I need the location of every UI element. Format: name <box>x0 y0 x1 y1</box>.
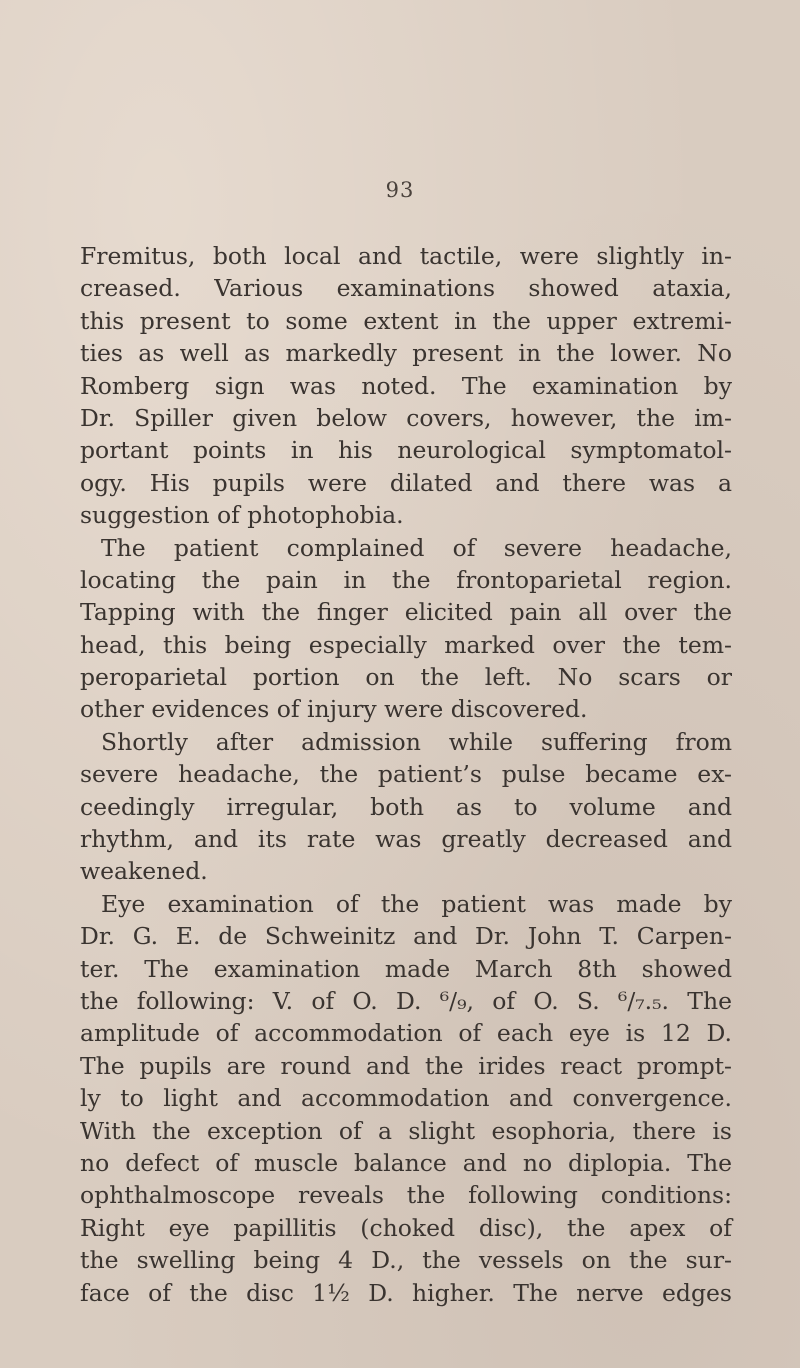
text-line: severe headache, the patient’s pulse became ex- <box>80 760 732 789</box>
text-line: rhythm, and its rate was greatly decreased and <box>80 825 732 854</box>
text-line: suggestion of photophobia. <box>80 501 404 530</box>
text-line: other evidences of injury were discovered. <box>80 695 588 724</box>
text-line: ogy. His pupils were dilated and there was a <box>80 468 732 497</box>
text-line: Dr. Spiller given below covers, however, the im- <box>80 403 732 432</box>
text-line: this present to some extent in the upper extremi- <box>80 306 732 335</box>
text-line: Tapping with the finger elicited pain all over the <box>80 598 732 627</box>
text-line: Fremitus, both local and tactile, were slightly in- <box>80 242 732 270</box>
text-line: portant points in his neurological symptomatol- <box>80 436 732 465</box>
text-line: The patient complained of severe headache, <box>101 533 732 562</box>
text-line: With the exception of a slight esophoria, there is <box>80 1116 732 1145</box>
text-line: Right eye papillitis (choked disc), the apex of <box>80 1213 732 1242</box>
text-line: Eye examination of the patient was made by <box>101 889 732 918</box>
text-line: Dr. G. E. de Schweinitz and Dr. John T. Carpen- <box>80 922 732 951</box>
text-line: ceedingly irregular, both as to volume and <box>80 792 732 821</box>
text-line: face of the disc 1½ D. higher. The nerve edges <box>80 1278 732 1307</box>
text-line: The pupils are round and the irides react prompt- <box>80 1051 732 1080</box>
text-line: ly to light and accommodation and convergence. <box>80 1084 732 1113</box>
text-line: ter. The examination made March 8th showed <box>80 954 732 983</box>
text-line: locating the pain in the frontoparietal region. <box>80 565 732 594</box>
text-line: the swelling being 4 D., the vessels on the sur- <box>80 1246 732 1275</box>
text-line: no defect of muscle balance and no diplopia. The <box>80 1148 732 1177</box>
text-line: Shortly after admission while suffering from <box>101 727 732 756</box>
text-line: amplitude of accommodation of each eye is 12 D. <box>80 1019 732 1048</box>
text-line: the following: V. of O. D. ⁶/₉, of O. S. ⁶/₇.₅. The <box>80 986 732 1015</box>
text-line: head, this being especially marked over the tem- <box>80 630 732 659</box>
page-number: 93 <box>385 178 415 202</box>
text-line: creased. Various examinations showed ataxia, <box>80 274 732 303</box>
body-text <box>80 240 732 1309</box>
text-line: ties as well as markedly present in the lower. No <box>80 339 732 368</box>
text-line: Romberg sign was noted. The examination by <box>80 371 732 400</box>
text-line: weakened. <box>80 857 208 886</box>
text-line: ophthalmoscope reveals the following conditions: <box>80 1181 732 1210</box>
text-line: peroparietal portion on the left. No scars or <box>80 663 732 692</box>
